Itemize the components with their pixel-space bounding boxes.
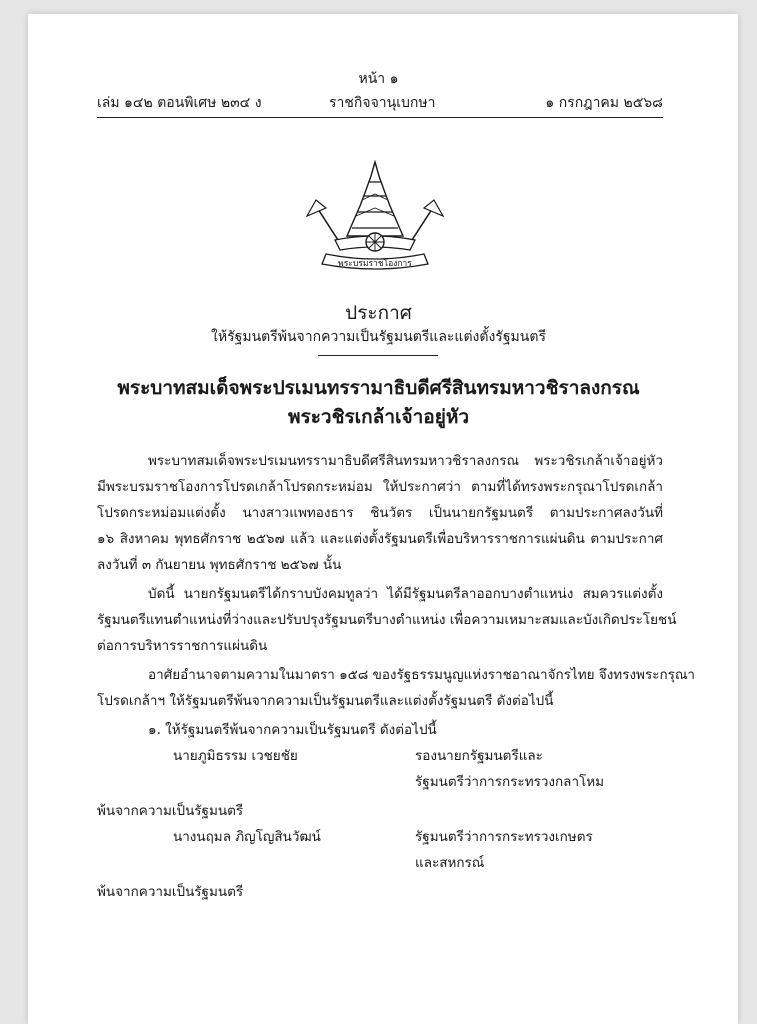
person-1-name: นายภูมิธรรม เวชยชัย: [173, 748, 298, 764]
title-divider: [318, 355, 438, 356]
item-1-heading: ๑. ให้รัฐมนตรีพ้นจากความเป็นรัฐมนตรี ดังต่อไปนี้: [148, 722, 437, 738]
announcement-subtitle: ให้รัฐมนตรีพ้นจากความเป็นรัฐมนตรีและแต่งตั้งรัฐมนตรี: [211, 329, 546, 345]
paragraph-2-line-3: ต่อการบริหารราชการแผ่นดิน: [97, 638, 268, 654]
person-2-result: พ้นจากความเป็นรัฐมนตรี: [97, 884, 244, 900]
paragraph-1-line-5: ลงวันที่ ๓ กันยายน พุทธศักราช ๒๕๖๗ นั้น: [97, 557, 342, 573]
header-rule: [97, 117, 663, 118]
person-1-result: พ้นจากความเป็นรัฐมนตรี: [97, 803, 244, 819]
paragraph-1-line-3: โปรดกระหม่อมแต่งตั้ง นางสาวแพทองธาร ชินวัตร เป็นนายกรัฐมนตรี ตามประกาศลงวันที่: [97, 505, 663, 521]
paragraph-3-line-1: อาศัยอำนาจตามความในมาตรา ๑๕๘ ของรัฐธรรมนูญแห่งราชอาณาจักรไทย จึงทรงพระกรุณา: [148, 667, 695, 683]
paragraph-2-line-2: รัฐมนตรีแทนตำแหน่งที่ว่างและปรับปรุงรัฐมนตรีบางตำแหน่ง เพื่อความเหมาะสมและบังเกิดประโยชน์: [97, 612, 677, 628]
paragraph-2-line-1: บัดนี้ นายกรัฐมนตรีได้กราบบังคมทูลว่า ได้มีรัฐมนตรีลาออกบางตำแหน่ง สมควรแต่งตั้ง: [148, 586, 663, 602]
paragraph-1-line-4: ๑๖ สิงหาคม พุทธศักราช ๒๕๖๗ แล้ว และแต่งตั้งรัฐมนตรีเพื่อบริหารราชการแผ่นดิน ตามประกาศ: [97, 531, 663, 547]
king-name-line-2: พระวชิรเกล้าเจ้าอยู่หัว: [287, 406, 470, 428]
king-name-line-1: พระบาทสมเด็จพระปรเมนทรรามาธิบดีศรีสินทรมหาวชิราลงกรณ: [117, 377, 640, 399]
person-2-role-line-2: และสหกรณ์: [415, 855, 485, 871]
gazette-header: [97, 92, 663, 112]
royal-emblem-icon: [300, 160, 450, 272]
paragraph-1-line-2: มีพระบรมราชโองการโปรดเกล้าโปรดกระหม่อม ให้ประกาศว่า ตามที่ได้ทรงพระกรุณาโปรดเกล้า: [97, 479, 663, 495]
emblem-ribbon-text: พระบรมราชโองการ: [338, 259, 412, 269]
gazette-name: ราชกิจจานุเบกษา: [329, 95, 436, 111]
issue-date: ๑ กรกฎาคม ๒๕๖๘: [545, 95, 663, 111]
paragraph-3-line-2: โปรดเกล้าฯ ให้รัฐมนตรีพ้นจากความเป็นรัฐมนตรีและแต่งตั้งรัฐมนตรี ดังต่อไปนี้: [97, 693, 554, 709]
person-2-role-line-1: รัฐมนตรีว่าการกระทรวงเกษตร: [415, 829, 593, 845]
person-1-role-line-1: รองนายกรัฐมนตรีและ: [415, 748, 543, 764]
person-1-role-line-2: รัฐมนตรีว่าการกระทรวงกลาโหม: [415, 774, 605, 790]
page-number: หน้า ๑: [358, 71, 399, 87]
announcement-title: ประกาศ: [345, 302, 412, 324]
paragraph-1-line-1: พระบาทสมเด็จพระปรเมนทรรามาธิบดีศรีสินทรมหาวชิราลงกรณ พระวชิรเกล้าเจ้าอยู่หัว: [148, 453, 663, 469]
person-2-name: นางนฤมล ภิญโญสินวัฒน์: [173, 829, 321, 845]
volume-info: เล่ม ๑๔๒ ตอนพิเศษ ๒๓๔ ง: [97, 95, 262, 111]
